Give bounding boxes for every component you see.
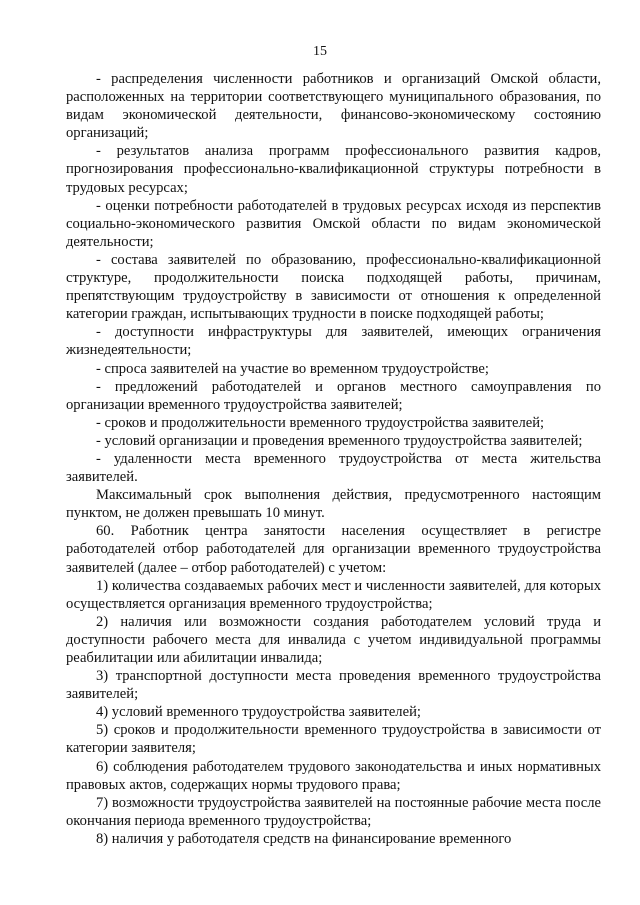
paragraph: - сроков и продолжительности временного трудоустройства заявителей;	[96, 414, 545, 431]
paragraph: 4) условий временного трудоустройства заявителей;	[96, 704, 421, 721]
paragraph: 1) количества создаваемых рабочих мест и численности заявителей, для которых осуществляется организация временного трудоустройства;	[66, 577, 601, 612]
paragraph: 60. Работник центра занятости населения осуществляет в регистре работодателей отбор работодателей для организации временного трудоустройства заявителей (далее – отбор работодателей) с учетом:	[66, 523, 601, 576]
paragraph: - спроса заявителей на участие во временном трудоустройстве;	[96, 360, 489, 377]
paragraph: 3) транспортной доступности места проведения временного трудоустройства заявителей;	[66, 668, 601, 703]
paragraph: 8) наличия у работодателя средств на финансирование временного	[96, 830, 512, 847]
paragraph: - удаленности места временного трудоустройства от места жительства заявителей.	[66, 450, 601, 486]
paragraph: - состава заявителей по образованию, профессионально-квалификационной структуре, продолжительности поиска подходящей работы, причинам, препятствующим трудоустройству в зависимости от отношения к определенной категории граждан, испытывающих трудности в поиске подходящей работы;	[66, 251, 601, 323]
paragraph: - доступности инфраструктуры для заявителей, имеющих ограничения жизнедеятельности;	[66, 324, 601, 359]
paragraph: 2) наличия или возможности создания работодателем условий труда и доступности рабочего места для инвалида с учетом индивидуальной программы реабилитации или абилитации инвалида;	[66, 613, 601, 666]
paragraph: 6) соблюдения работодателем трудового законодательства и иных нормативных правовых актов, содержащих нормы трудового права;	[66, 758, 601, 793]
paragraph: - предложений работодателей и органов местного самоуправления по организации временного трудоустройства заявителей;	[66, 378, 601, 413]
paragraph: - оценки потребности работодателей в трудовых ресурсах исходя из перспектив социально-экономического развития Омской области по видам экономической деятельности;	[66, 197, 601, 250]
page-number: 15	[313, 44, 327, 59]
paragraph: - результатов анализа программ профессионального развития кадров, прогнозирования профессионально-квалификационной структуры потребности в трудовых ресурсах;	[66, 143, 601, 196]
paragraph: - условий организации и проведения временного трудоустройства заявителей;	[96, 432, 583, 449]
paragraph: - распределения численности работников и организаций Омской области, расположенных на территории соответствующего муниципального образования, по видам экономической деятельности, финансово-экономическому состоянию организаций;	[66, 71, 601, 142]
body-text	[66, 70, 601, 848]
paragraph: 5) сроков и продолжительности временного трудоустройства в зависимости от категории заявителя;	[66, 722, 601, 757]
paragraph: Максимальный срок выполнения действия, предусмотренного настоящим пунктом, не должен превышать 10 минут.	[66, 487, 601, 522]
paragraph: 7) возможности трудоустройства заявителей на постоянные рабочие места после окончания периода временного трудоустройства;	[66, 794, 601, 829]
